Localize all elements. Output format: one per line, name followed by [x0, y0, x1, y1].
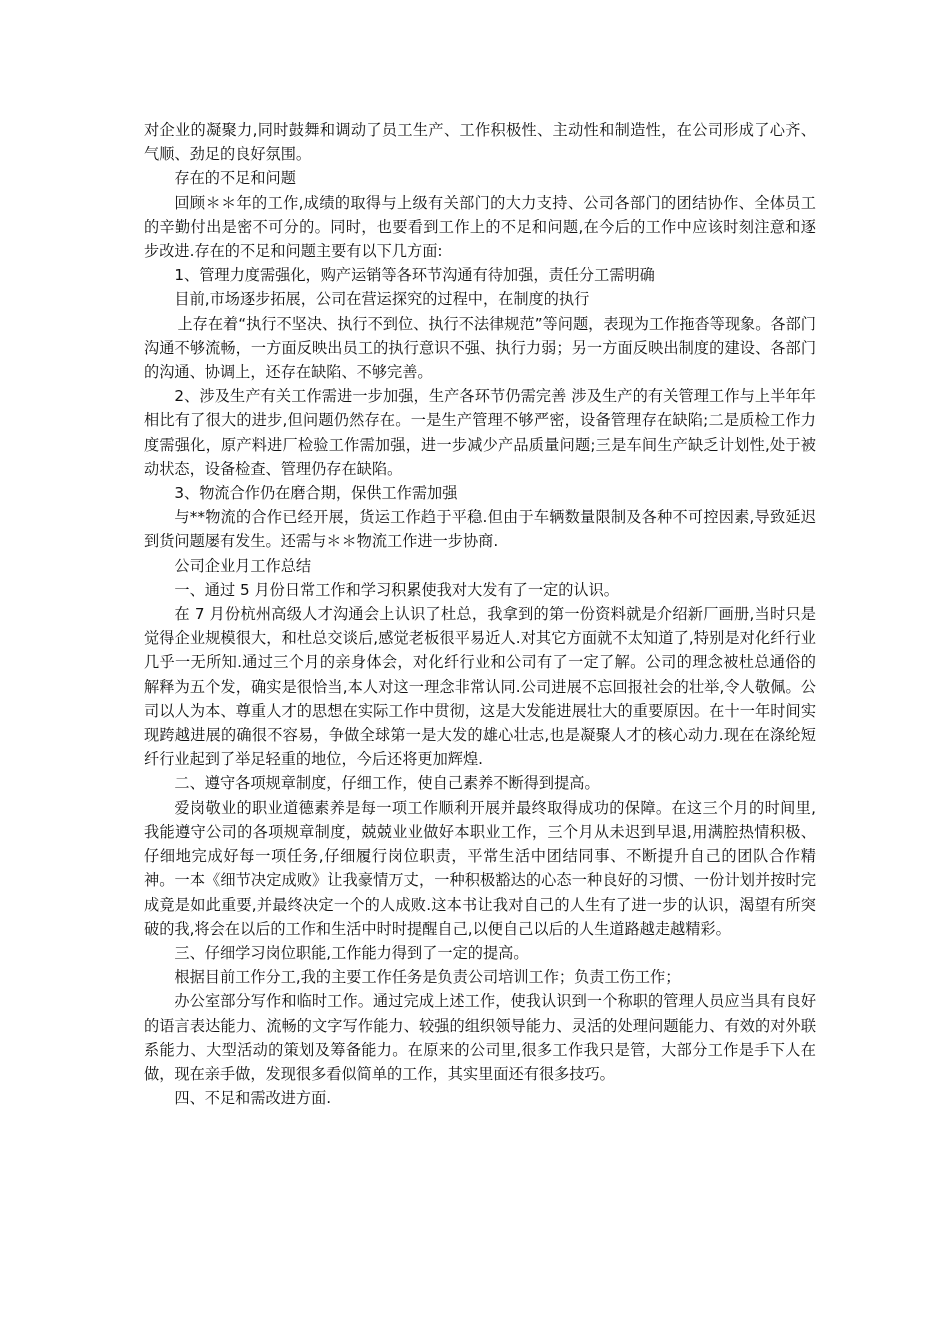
document-page	[144, 118, 816, 1110]
item-production: 2、涉及生产有关工作需进一步加强，生产各环节仍需完善 涉及生产的有关管理工作与上半年年相比有了很大的进步,但问题仍然存在。一是生产管理不够严密，设备管理存在缺陷;二是质检工作力度需强化，原产料进厂检验工作需加强，进一步减少产品质量问题;三是车间生产缺乏计划性,处于被动状态，设备检查、管理仍存在缺陷。	[144, 387, 816, 478]
section-four-title: 四、不足和需改进方面.	[174, 1089, 332, 1108]
paragraph-logistics: 与**物流的合作已经开展，货运工作趋于平稳.但由于车辆数量限制及各种不可控因素,导致延迟到货问题屡有发生。还需与＊＊物流工作进一步协商.	[144, 508, 816, 551]
section-three-title: 三、仔细学习岗位职能,工作能力得到了一定的提高。	[174, 943, 529, 962]
section-one-title: 一、通过 5 月份日常工作和学习积累使我对大发有了一定的认识。	[174, 580, 619, 599]
paragraph-market: 目前,市场逐步拓展，公司在营运探究的过程中，在制度的执行	[174, 290, 590, 309]
item-logistics: 3、物流合作仍在磨合期，保供工作需加强	[174, 484, 458, 503]
section-one-body: 在 7 月份杭州高级人才沟通会上认识了杜总，我拿到的第一份资料就是介绍新厂画册,当时只是觉得企业规模很大，和杜总交谈后,感觉老板很平易近人.对其它方面就不太知道了,特别是对化纤行业几乎一无所知.通过三个月的亲身体会，对化纤行业和公司有了一定了解。公司的理念被杜总通俗的解释为五个发，确实是很恰当,本人对这一理念非常认同.公司进展不忘回报社会的壮举,令人敬佩。公司以人为本、尊重人才的思想在实际工作中贯彻，这是大发能进展壮大的重要原因。在十一年时间实现跨越进展的确很不容易，争做全球第一是大发的雄心壮志,也是凝聚人才的核心动力.现在在涤纶短纤行业起到了举足轻重的地位，今后还将更加辉煌.	[144, 605, 816, 769]
section-two-title: 二、遵守各项规章制度，仔细工作，使自己素养不断得到提高。	[174, 774, 600, 793]
section-two-body: 爱岗敬业的职业道德素养是每一项工作顺利开展并最终取得成功的保障。在这三个月的时间里,我能遵守公司的各项规章制度，兢兢业业做好本职业工作，三个月从未迟到早退,用满腔热情积极、仔细地完成好每一项任务,仔细履行岗位职责，平常生活中团结同事、不断提升自己的团队合作精神。一本《细节决定成败》让我豪情万丈，一种积极豁达的心态一种良好的习惯、一份计划并按时完成竟是如此重要,并最终决定一个的人成败.这本书让我对自己的人生有了进一步的认识，渴望有所突破的我,将会在以后的工作和生活中时时提醒自己,以便自己以后的人生道路越走越精彩。	[144, 798, 816, 938]
paragraph-review: 回顾＊＊年的工作,成绩的取得与上级有关部门的大力支持、公司各部门的团结协作、全体员工的辛勤付出是密不可分的。同时，也要看到工作上的不足和问题,在今后的工作中应该时刻注意和逐步改进.存在的不足和问题主要有以下几方面:	[144, 193, 816, 261]
paragraph-intro: 对企业的凝聚力,同时鼓舞和调动了员工生产、工作积极性、主动性和制造性，在公司形成了心齐、气顺、劲足的良好氛围。	[144, 121, 816, 164]
section-three-body-a: 根据目前工作分工,我的主要工作任务是负责公司培训工作；负责工伤工作；	[174, 968, 681, 987]
item-management: 1、管理力度需强化，购产运销等各环节沟通有待加强，责任分工需明确	[174, 266, 655, 285]
heading-shortcomings: 存在的不足和问题	[174, 169, 296, 188]
heading-monthly-summary: 公司企业月工作总结	[174, 556, 312, 575]
section-three-body-b: 办公室部分写作和临时工作。通过完成上述工作，使我认识到一个称职的管理人员应当具有良好的语言表达能力、流畅的文字写作能力、较强的组织领导能力、灵活的处理问题能力、有效的对外联系能力、大型活动的策划及筹备能力。在原来的公司里,很多工作我只是管，大部分工作是手下人在做，现在亲手做，发现很多看似简单的工作，其实里面还有很多技巧。	[144, 992, 816, 1083]
paragraph-execution: 上存在着“执行不坚决、执行不到位、执行不法律规范”等问题，表现为工作拖沓等现象。各部门沟通不够流畅，一方面反映出员工的执行意识不强、执行力弱；另一方面反映出制度的建设、各部门的沟通、协调上，还存在缺陷、不够完善。	[144, 314, 816, 382]
